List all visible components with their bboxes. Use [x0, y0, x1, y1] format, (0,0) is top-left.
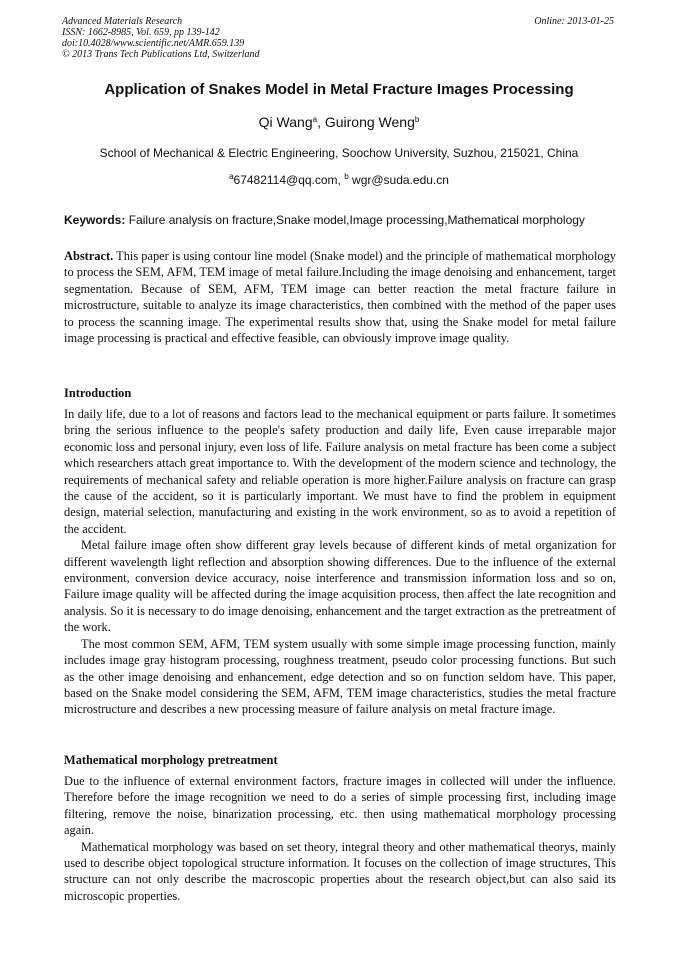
journal-doi[interactable]: doi:10.4028/www.scientific.net/AMR.659.139 [62, 38, 245, 49]
email-address[interactable]: wgr@suda.edu.cn [352, 173, 449, 187]
author-separator: , [317, 114, 321, 130]
email-mark: a [229, 172, 234, 181]
affiliation: School of Mechanical & Electric Engineering, Soochow University, Suzhou, 215021, China [99, 146, 579, 160]
keywords-text: Failure analysis on fracture,Snake model,Image processing,Mathematical morphology [128, 213, 585, 227]
section-heading-introduction: Introduction [64, 386, 132, 400]
section-body-morphology [64, 773, 616, 904]
keywords-label: Keywords: [64, 213, 126, 227]
journal-name: Advanced Materials Research [62, 16, 183, 27]
author-name: Qi Wang [258, 114, 313, 130]
author-name: Guirong Weng [324, 114, 415, 130]
online-date: Online: 2013-01-25 [534, 16, 614, 27]
email-mark: b [344, 172, 349, 181]
author-mark: a [312, 115, 318, 124]
abstract-text: This paper is using contour line model (Snake model) and the principle of mathematical morphology to process the SEM, AFM, TEM image of metal failure.Including the image denoising and enhancement, target segmentation. Because of SEM, AFM, TEM image can better reaction the metal fracture failure in microstructure, suitable to analyze its image characteristics, then combined with the method of the paper uses to process the scanning image. The experimental results show that, using the Snake model for metal failure image processing is practical and effective feasible, can obviously improve image quality. [64, 249, 617, 346]
journal-issn: ISSN: 1662-8985, Vol. 659, pp 139-142 [62, 27, 220, 38]
paragraph: Mathematical morphology was based on set theory, integral theory and other mathematical theorys, mainly used to describe object topological structure information. It focuses on the collection of image structures, This structure can not only describe the macroscopic properties about the research object,but can also said its microscopic properties. [64, 839, 616, 903]
abstract-label: Abstract. [64, 249, 114, 263]
email-list [0, 173, 678, 187]
paper-title: Application of Snakes Model in Metal Fracture Images Processing [104, 81, 574, 98]
paragraph: Due to the influence of external environment factors, fracture images in collected will under the influence. Therefore before the image recognition we need to do a series of simple processing first, including image filtering, remove the noise, binarization processing, etc. then using mathematical morphology processing again. [64, 774, 616, 838]
author-mark: b [414, 115, 420, 124]
author-list [0, 114, 678, 130]
section-heading-morphology: Mathematical morphology pretreatment [64, 753, 278, 767]
paragraph: The most common SEM, AFM, TEM system usually with some simple image processing function, mainly includes image gray histogram processing, roughness treatment, pseudo color processing functions. But such as the other image denoising and enhancement, edge detection and so on function seldom have. This paper, based on the Snake model considering the SEM, AFM, TEM image characteristics, studies the metal fracture microstructure and describes a new processing measure of failure analysis on metal fracture image. [64, 636, 616, 717]
keywords [64, 213, 618, 227]
paragraph: Metal failure image often show different gray levels because of different kinds of metal organization for different wavelength light reflection and absorption showing differences. Due to the influence of the external environment, conversion device accuracy, noise interference and transmission information loss and so on, Failure image quality will be affected during the image acquisition process, then affect the late recognition and analysis. So it is necessary to do image denoising, enhancement and the target extraction as the pretreatment of the work. [64, 538, 616, 635]
paragraph: In daily life, due to a lot of reasons and factors lead to the mechanical equipment or parts failure. It sometimes bring the serious influence to the people's safety production and daily life, Even cause irreparable major economic loss and personal injury, even loss of life. Failure analysis on metal fracture has been come a subject which researchers attach great importance to. With the development of the modern science and technology, the requirements of mechanical safety and reliable operation is more higher.Failure analysis on fracture can grasp the cause of the accident, so it is particularly important. We must have to find the problem in equipment design, material selection, manufacturing and existing in the work environment, so as to avoid a repetition of the accident. [64, 407, 616, 536]
email-address[interactable]: 67482114@qq.com, [233, 173, 341, 187]
section-body-introduction [64, 406, 616, 718]
journal-copyright: © 2013 Trans Tech Publications Ltd, Switzerland [62, 49, 260, 60]
abstract [64, 248, 616, 346]
journal-meta [62, 16, 260, 60]
